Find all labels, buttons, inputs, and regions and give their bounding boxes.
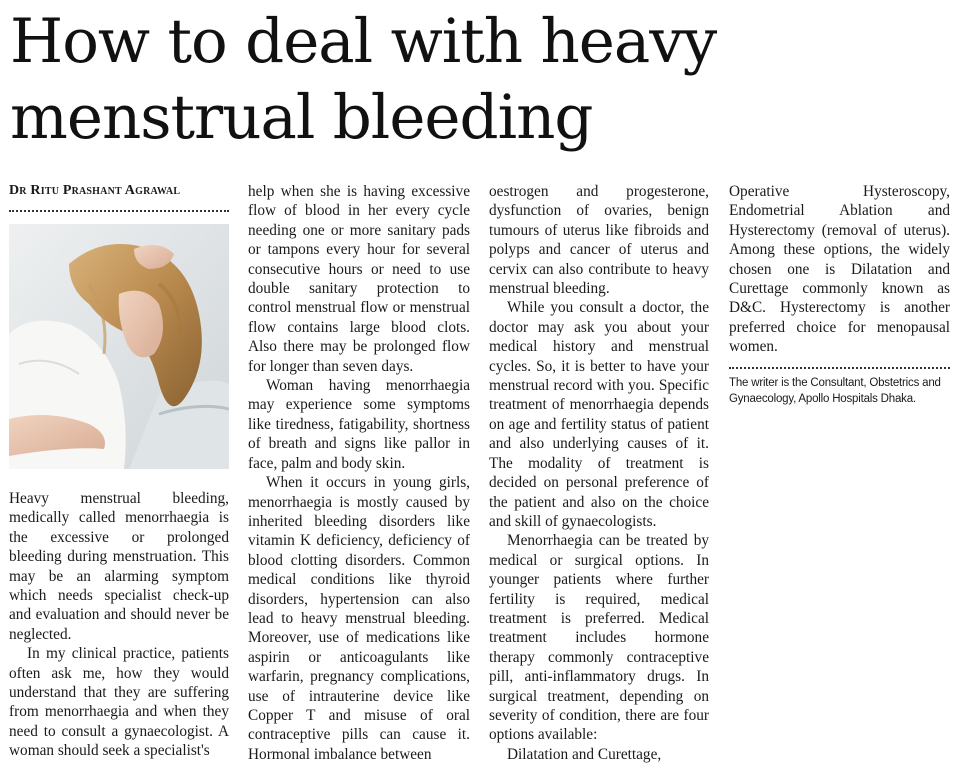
article-column-3: [489, 182, 709, 766]
paragraph-treatment: Menorrhaegia can be treated by medical or surgical options. In younger patients where further fertility is required, medical treatment is preferred. Medical treatment includes hormone therapy commonly contraceptive pill, anti-inflammatory drugs. In surgical treatment, depending on severity of condition, there are four options available:: [489, 532, 709, 744]
writer-note: The writer is the Consultant, Obstetrics and Gynaecology, Apollo Hospitals Dhaka.: [729, 376, 941, 405]
byline-divider: [9, 202, 229, 212]
paragraph-surgical-options: Dilatation and Curettage,: [507, 745, 662, 763]
column-2-flow: [248, 182, 470, 764]
article-column-2: [248, 182, 470, 766]
article-column-1: [9, 182, 229, 766]
paragraph-diagnosis: While you consult a doctor, the doctor may ask you about your medical history and menstrual cycles. So, it is better to have your menstrual record with you. Specific treatment of menorrhaegia depends on age and fertility status of patient and also underlying causes of it. The modality of treatment is decided on personal preference of the patient and also on the choice and skill of gynaecologists.: [489, 299, 709, 530]
writer-note-divider: [729, 361, 950, 369]
paragraph-causes-cont: oestrogen and progesterone, dysfunction of ovaries, benign tumours of uterus like fibroids and polyps and cancer of uterus and cervix can also contribute to heavy menstrual bleeding.: [489, 183, 709, 298]
paragraph-symptoms: Woman having menorrhaegia may experience some symptoms like tiredness, fatigability, shortness of breath and signs like pallor in face, palm and body skin.: [248, 377, 470, 472]
paragraph-surgical-options-cont: Operative Hysteroscopy, Endometrial Ablation and Hysterectomy (removal of uterus). Among these options, the widely chosen one is Dilatation and Curettage commonly known as D&C. Hysterectomy is another preferred choice for menopausal women.: [729, 183, 950, 356]
paragraph-consult-cont: help when she is having excessive flow of blood in her every cycle needing one or more sanitary pads or tampons every hour for several consecutive hours or need to use double sanitary protection to control menstrual flow or menstrual flow contains large blood clots. Also there may be prolonged flow for longer than seven days.: [248, 183, 470, 375]
article-column-4: [729, 182, 950, 766]
paragraph-intro: Heavy menstrual bleeding, medically called menorrhaegia is the excessive or prolonged bleeding during menstruation. This may be an alarming symptom which needs specialist check-up and evaluation and should never be neglected.: [9, 490, 229, 643]
column-3-flow: [489, 182, 709, 764]
paragraph-causes: When it occurs in young girls, menorrhaegia is mostly caused by inherited bleeding disorders like vitamin K deficiency, deficiency of blood clotting disorders. Common medical conditions like thyroid disorders, hypertension can also lead to heavy menstrual bleeding. Moreover, use of medications like aspirin or anticoagulants like warfarin, pregnancy complications, use of intrauterine device like Copper T and misuse of oral contraceptive pills can cause it. Hormonal imbalance between: [248, 474, 470, 763]
byline: Dr Ritu Prashant Agrawal: [9, 183, 181, 198]
column-4-flow: [729, 182, 950, 357]
woman-in-pain-photo: [9, 224, 229, 469]
paragraph-consult: In my clinical practice, patients often ask me, how they would understand that they are suffering from menorrhaegia and when they need to consult a gynaecologist. A woman should seek a specialist's: [9, 645, 229, 760]
article-title: How to deal with heavy menstrual bleeding: [10, 6, 717, 153]
